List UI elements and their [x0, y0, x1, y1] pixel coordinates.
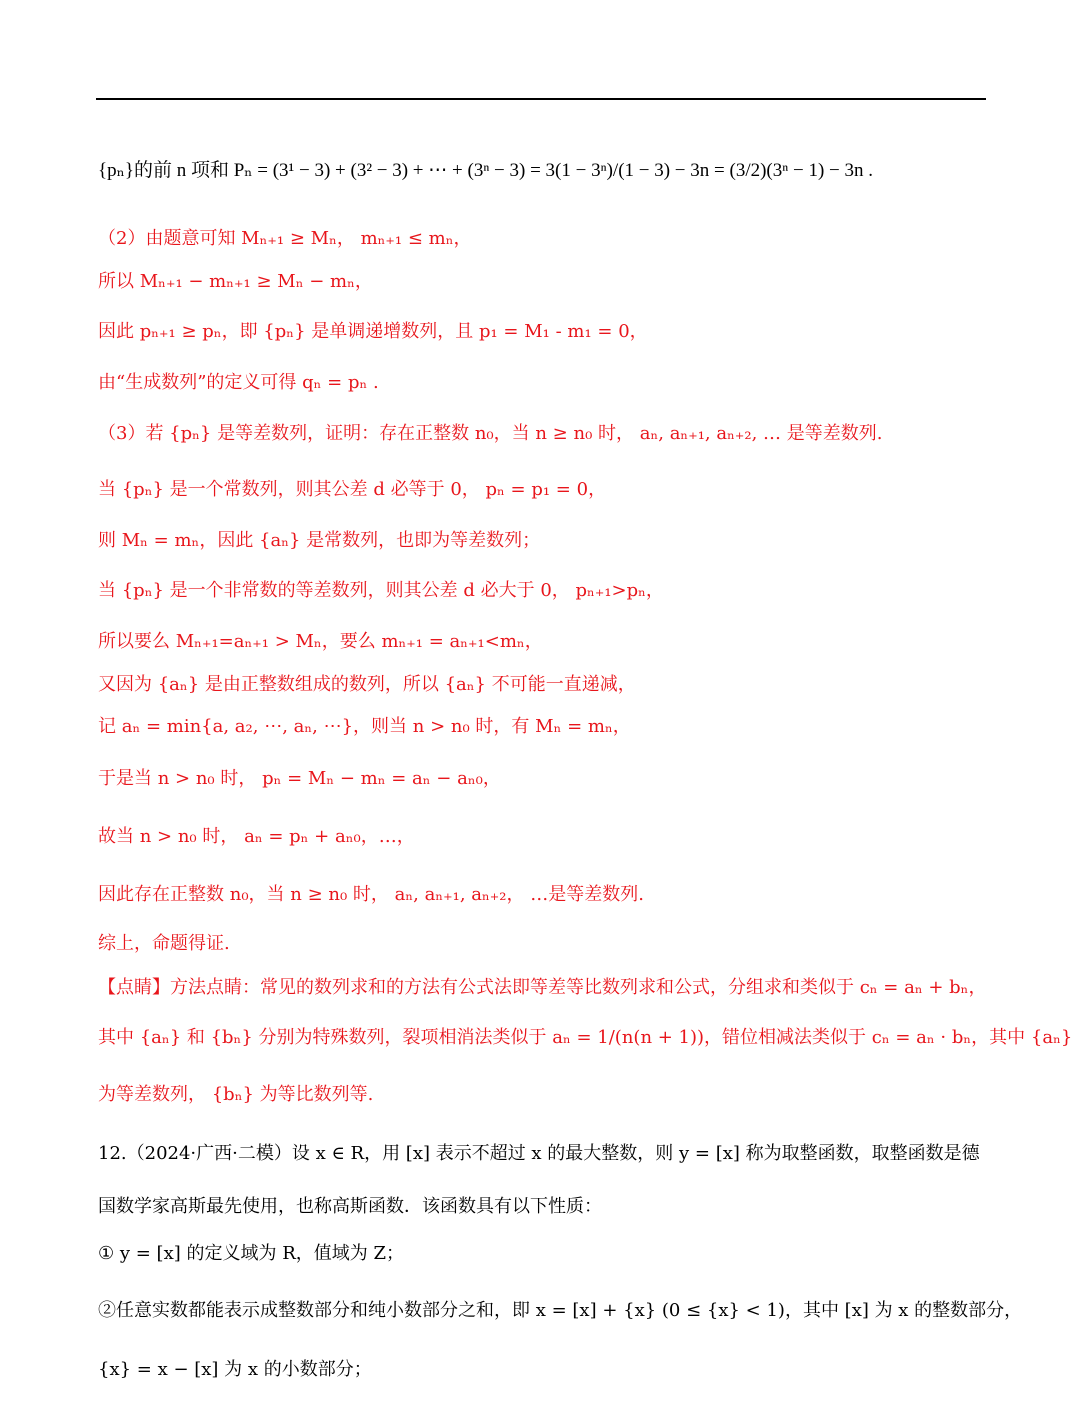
part3-line-7: 记 aₙ = min{a, a₂, ⋯, aₙ, ⋯}，则当 n > n₀ 时，有 Mₙ = mₙ， — [98, 716, 631, 737]
conclusion-line: 综上，命题得证. — [98, 933, 230, 954]
part2-line-1: （2）由题意可知 Mₙ₊₁ ≥ Mₙ， mₙ₊₁ ≤ mₙ， — [98, 228, 472, 249]
part2-line-2: 所以 Mₙ₊₁ − mₙ₊₁ ≥ Mₙ − mₙ， — [98, 271, 373, 292]
part3-line-2: 当 {pₙ} 是一个常数列，则其公差 d 必等于 0， pₙ = p₁ = 0， — [98, 479, 607, 500]
property-2-line-1: ②任意实数都能表示成整数部分和纯小数部分之和，即 x = [x] + {x} (0 ≤ {x} < 1)，其中 [x] 为 x 的整数部分， — [98, 1300, 1023, 1321]
note-line-3: 为等差数列， {bₙ} 为等比数列等. — [98, 1084, 374, 1105]
part3-line-1: （3）若 {pₙ} 是等差数列，证明：存在正整数 n₀，当 n ≥ n₀ 时， aₙ, aₙ₊₁, aₙ₊₂, … 是等差数列. — [98, 423, 883, 444]
part3-line-4: 当 {pₙ} 是一个非常数的等差数列，则其公差 d 必大于 0， pₙ₊₁>pₙ， — [98, 580, 664, 601]
header-rule — [96, 98, 986, 100]
part3-line-6: 又因为 {aₙ} 是由正整数组成的数列，所以 {aₙ} 不可能一直递减， — [98, 674, 636, 695]
property-1-line: ① y = [x] 的定义域为 R，值域为 Z； — [98, 1243, 404, 1264]
note-line-1: 【点睛】方法点睛：常见的数列求和的方法有公式法即等差等比数列求和公式，分组求和类似于 cₙ = aₙ + bₙ， — [98, 977, 987, 998]
property-2-line-2: {x} = x − [x] 为 x 的小数部分； — [98, 1359, 372, 1380]
part3-line-5: 所以要么 Mₙ₊₁=aₙ₊₁ > Mₙ，要么 mₙ₊₁ = aₙ₊₁<mₙ， — [98, 631, 543, 652]
part3-line-9: 故当 n > n₀ 时， aₙ = pₙ + aₙ₀，…， — [98, 826, 415, 847]
question-12-line-2: 国数学家高斯最先使用，也称高斯函数．该函数具有以下性质： — [98, 1196, 602, 1217]
question-12-line-1: 12.（2024·广西·二模）设 x ∈ R，用 [x] 表示不超过 x 的最大整数，则 y = [x] 称为取整函数，取整函数是德 — [98, 1143, 980, 1164]
part2-line-3: 因此 pₙ₊₁ ≥ pₙ，即 {pₙ} 是单调递增数列，且 p₁ = M₁ - m₁ = 0， — [98, 321, 648, 342]
part3-line-10: 因此存在正整数 n₀，当 n ≥ n₀ 时， aₙ, aₙ₊₁, aₙ₊₂， …是等差数列. — [98, 884, 644, 905]
part3-line-8: 于是当 n > n₀ 时， pₙ = Mₙ − mₙ = aₙ − aₙ₀， — [98, 768, 501, 789]
note-line-2: 其中 {aₙ} 和 {bₙ} 分别为特殊数列，裂项相消法类似于 aₙ = 1/(n(n + 1))，错位相减法类似于 cₙ = aₙ · bₙ，其中 {aₙ} — [98, 1027, 1073, 1048]
part2-line-4: 由“生成数列”的定义可得 qₙ = pₙ . — [98, 372, 379, 393]
part3-line-3: 则 Mₙ = mₙ，因此 {aₙ} 是常数列，也即为等差数列； — [98, 530, 541, 551]
sum-formula-line: {pₙ}的前 n 项和 Pₙ = (3¹ − 3) + (3² − 3) + ⋯ + (3ⁿ − 3) = 3(1 − 3ⁿ)/(1 − 3) − 3n = (3/2)(3ⁿ − 1) − 3n . — [98, 160, 873, 181]
